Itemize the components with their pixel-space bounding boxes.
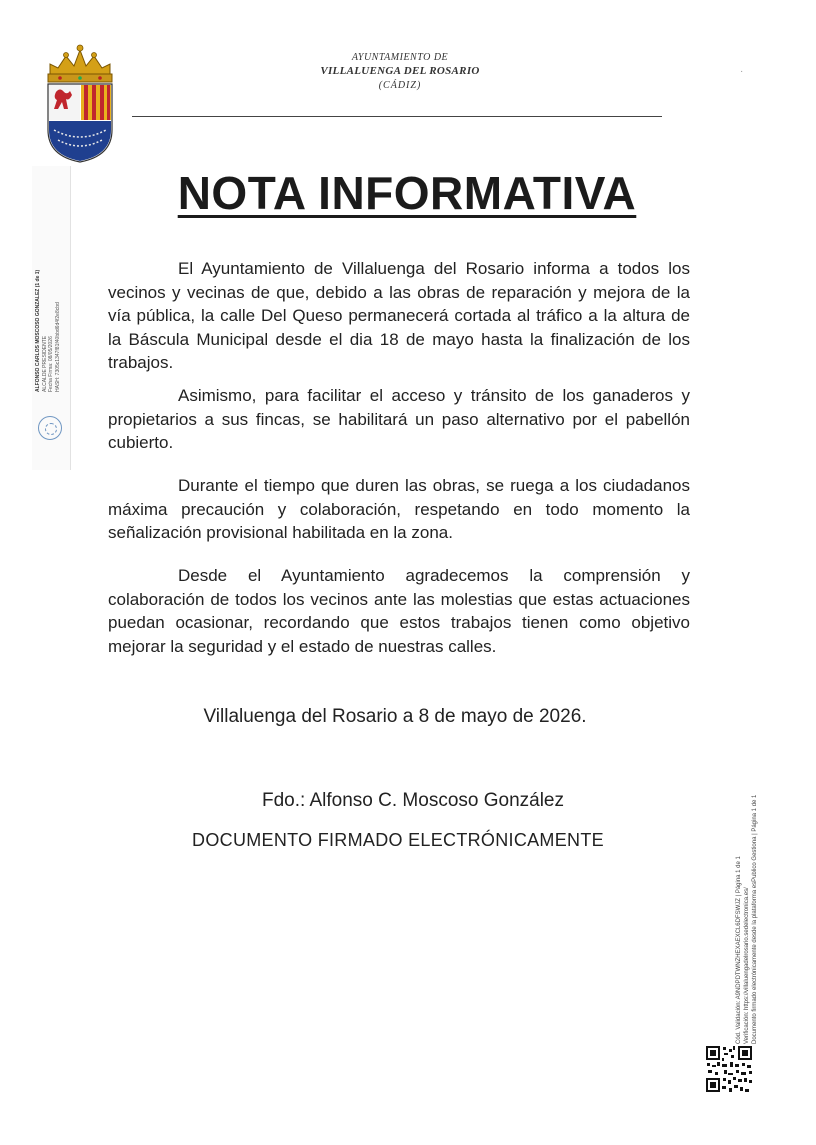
header-line-2: VILLALUENGA DEL ROSARIO [320, 65, 480, 77]
coat-of-arms-logo [40, 40, 120, 164]
verification-line-3: Documento firmado electrónicamente desde la plataforma esPublico Gestiona | Página 1 de 1 [752, 794, 758, 1044]
shield-icon [48, 84, 112, 162]
page-title: NOTA INFORMATIVA [177, 167, 637, 219]
signature-strip-line-4: HASH: 7305c1347f81f40bbd6d4f2e8cbd [54, 302, 61, 392]
verification-text [735, 714, 759, 1044]
header-divider [132, 116, 662, 117]
paragraph-1: El Ayuntamiento de Villaluenga del Rosario informa a todos los vecinos y vecinas de que, debido a las obras de reparación y mejora de la vía pública, la calle Del Queso permanecerá cortada al tráfico a la altura de la Báscula Municipal desde el dia 18 de mayo hasta la finalización de los trabajos. [108, 259, 690, 372]
verification-line-1: Cód. Validación: A9NDPDTWNZHEXAEXCL6DFSWJZ | Página 1 de 1 [736, 856, 742, 1044]
paragraph-2: Asimismo, para facilitar el acceso y tránsito de los ganaderos y propietarios a sus fincas, se habilitará un paso alternativo por el pabellón cubierto. [108, 386, 690, 452]
paragraph-4: Desde el Ayuntamiento agradecemos la comprensión y colaboración de todos los vecinos ante las molestias que estas actuaciones puedan ocasionar, recordando que estos trabajos tienen como objetivo mejorar la seguridad y el estado de nuestras calles. [108, 566, 690, 656]
seal-icon [38, 416, 62, 440]
electronic-signature-notice: DOCUMENTO FIRMADO ELECTRÓNICAMENTE [192, 830, 604, 850]
paragraph-3: Durante el tiempo que duren las obras, se ruega a los ciudadanos máxima precaución y colaboración, respetando en todo momento la señalización provisional habilitada en la zona. [108, 476, 690, 542]
header-line-3: (CÁDIZ) [378, 80, 422, 91]
crown-icon [48, 45, 112, 82]
municipality-header [300, 52, 500, 91]
verification-line-2: Verificación: https://villaluengadelrosario.sedelectronica.es/ [744, 887, 750, 1044]
signer-line: Fdo.: Alfonso C. Moscoso González [261, 790, 565, 811]
signature-strip-line-2: ALCALDE PRESIDENTE [41, 335, 48, 392]
date-line: Villaluenga del Rosario a 8 de mayo de 2026. [203, 706, 587, 727]
signature-strip-text [35, 228, 61, 392]
qr-code-icon[interactable] [706, 1046, 752, 1092]
header-line-1: AYUNTAMIENTO DE [351, 52, 449, 63]
corner-mark: · [740, 66, 744, 77]
signature-strip-line-1: ALFONSO CARLOS MOSCOSO GONZALEZ (1 de 1) [35, 269, 41, 392]
signature-strip-line-3: Fecha Firma: 08/05/2026 [48, 336, 54, 392]
